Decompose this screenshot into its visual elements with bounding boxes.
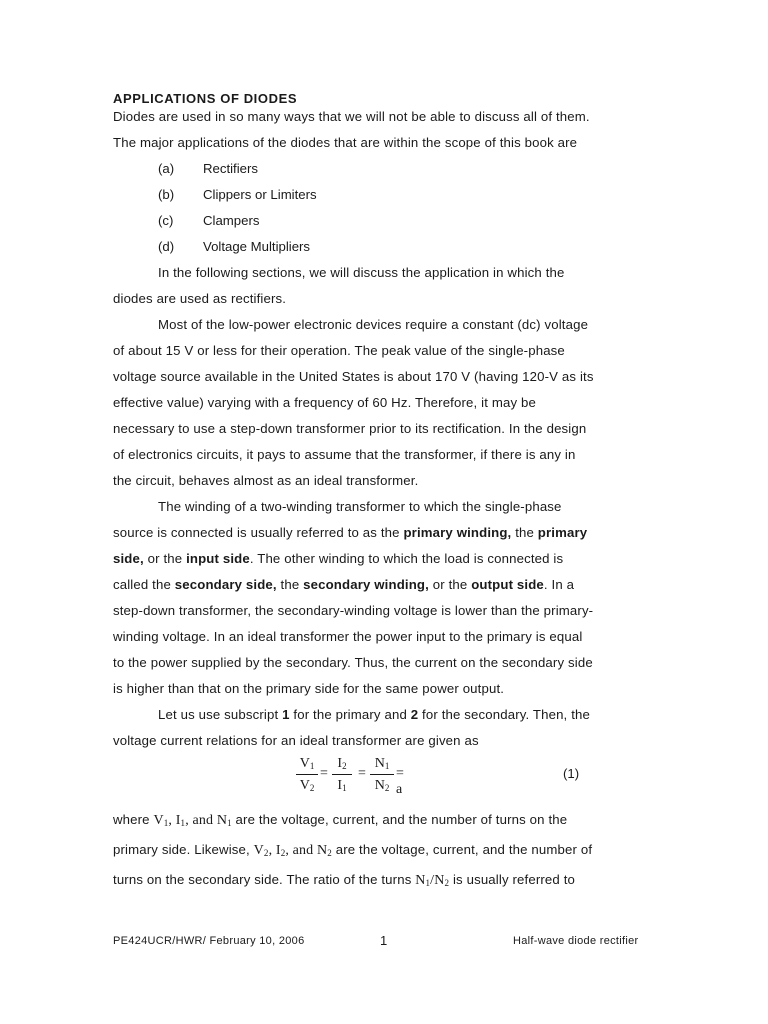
paragraph-line: effective value) varying with a frequency of 60 Hz. Therefore, it may be: [113, 395, 536, 410]
paragraph-line: voltage current relations for an ideal transformer are given as: [113, 733, 479, 748]
fraction-v1-v2: $V_1$ $V_2$: [296, 754, 318, 795]
fraction-i2-i1: $I_2$ $I_1$: [332, 754, 352, 795]
bold-term: secondary winding,: [303, 577, 429, 592]
paragraph-line: of electronics circuits, it pays to assume that the transformer, if there is any in: [113, 447, 576, 462]
paragraph-line: The winding of a two-winding transformer to which the single-phase: [158, 499, 562, 514]
fraction-n1-n2: $N_1$ $N_2$: [370, 754, 394, 795]
footer-doc-id: PE424UCR/HWR/ February 10, 2006: [113, 935, 305, 947]
equals-sign: =: [358, 766, 366, 781]
paragraph-line: side, or the input side. The other winding to which the load is connected is: [113, 551, 564, 566]
bold-term: 1: [282, 707, 290, 722]
paragraph-line: the circuit, behaves almost as an ideal transformer.: [113, 473, 419, 488]
intro-line-2: The major applications of the diodes that are within the scope of this book are: [113, 135, 578, 150]
paragraph-line: diodes are used as rectifiers.: [113, 291, 287, 306]
list-label: (a): [158, 161, 175, 176]
equals-sign: =: [320, 766, 328, 781]
paragraph-line: of about 15 V or less for their operation. The peak value of the single-phase: [113, 343, 565, 358]
bold-term: side,: [113, 551, 144, 566]
list-item: Voltage Multipliers: [203, 239, 311, 254]
paragraph-line: necessary to use a step-down transformer prior to its rectification. In the design: [113, 421, 587, 436]
paragraph-line: where $V_1$, $I_1$, and $N_1$ are the voltage, current, and the number of turns on the: [113, 812, 568, 828]
footer-title: Half-wave diode rectifier: [513, 935, 639, 947]
paragraph-line: voltage source available in the United States is about 170 V (having 120-V as its: [113, 369, 594, 384]
list-item: Clippers or Limiters: [203, 187, 317, 202]
list-label: (c): [158, 213, 174, 228]
list-item: Rectifiers: [203, 161, 258, 176]
paragraph-line: turns on the secondary side. The ratio of the turns $N_1/N_2$ is usually referred to: [113, 872, 575, 888]
equals-a: = a: [396, 766, 404, 797]
page-number: 1: [380, 933, 388, 948]
equation-number: (1): [563, 766, 580, 781]
list-item: Clampers: [203, 213, 260, 228]
list-label: (b): [158, 187, 175, 202]
inline-math: $N_1/N_2$: [415, 873, 450, 888]
inline-math: $V_2$, $I_2$, and $N_2$: [253, 843, 332, 858]
paragraph-line: step-down transformer, the secondary-winding voltage is lower than the primary-: [113, 603, 594, 618]
inline-math: $V_1$, $I_1$, and $N_1$: [153, 813, 232, 828]
paragraph-line: to the power supplied by the secondary. Thus, the current on the secondary side: [113, 655, 593, 670]
bold-term: secondary side,: [174, 577, 277, 592]
paragraph-line: Most of the low-power electronic devices require a constant (dc) voltage: [158, 317, 589, 332]
bold-term: primary winding,: [403, 525, 512, 540]
bold-term: 2: [410, 707, 419, 722]
paragraph-line: source is connected is usually referred to as the primary winding, the primary: [113, 525, 588, 540]
paragraph-line: called the secondary side, the secondary winding, or the output side. In a: [113, 577, 575, 592]
intro-line-1: Diodes are used in so many ways that we will not be able to discuss all of them.: [113, 109, 590, 124]
section-heading: APPLICATIONS OF DIODES: [113, 91, 298, 106]
bold-term: input side: [186, 551, 250, 566]
bold-term: output side: [471, 577, 544, 592]
paragraph-line: is higher than that on the primary side for the same power output.: [113, 681, 505, 696]
paragraph-line: winding voltage. In an ideal transformer the power input to the primary is equal: [113, 629, 583, 644]
bold-term: primary: [537, 525, 588, 540]
paragraph-line: In the following sections, we will discuss the application in which the: [158, 265, 565, 280]
list-label: (d): [158, 239, 175, 254]
paragraph-line: primary side. Likewise, $V_2$, $I_2$, and $N_2$ are the voltage, current, and the number of: [113, 842, 593, 858]
paragraph-line: Let us use subscript 1 for the primary and 2 for the secondary. Then, the: [158, 707, 590, 722]
